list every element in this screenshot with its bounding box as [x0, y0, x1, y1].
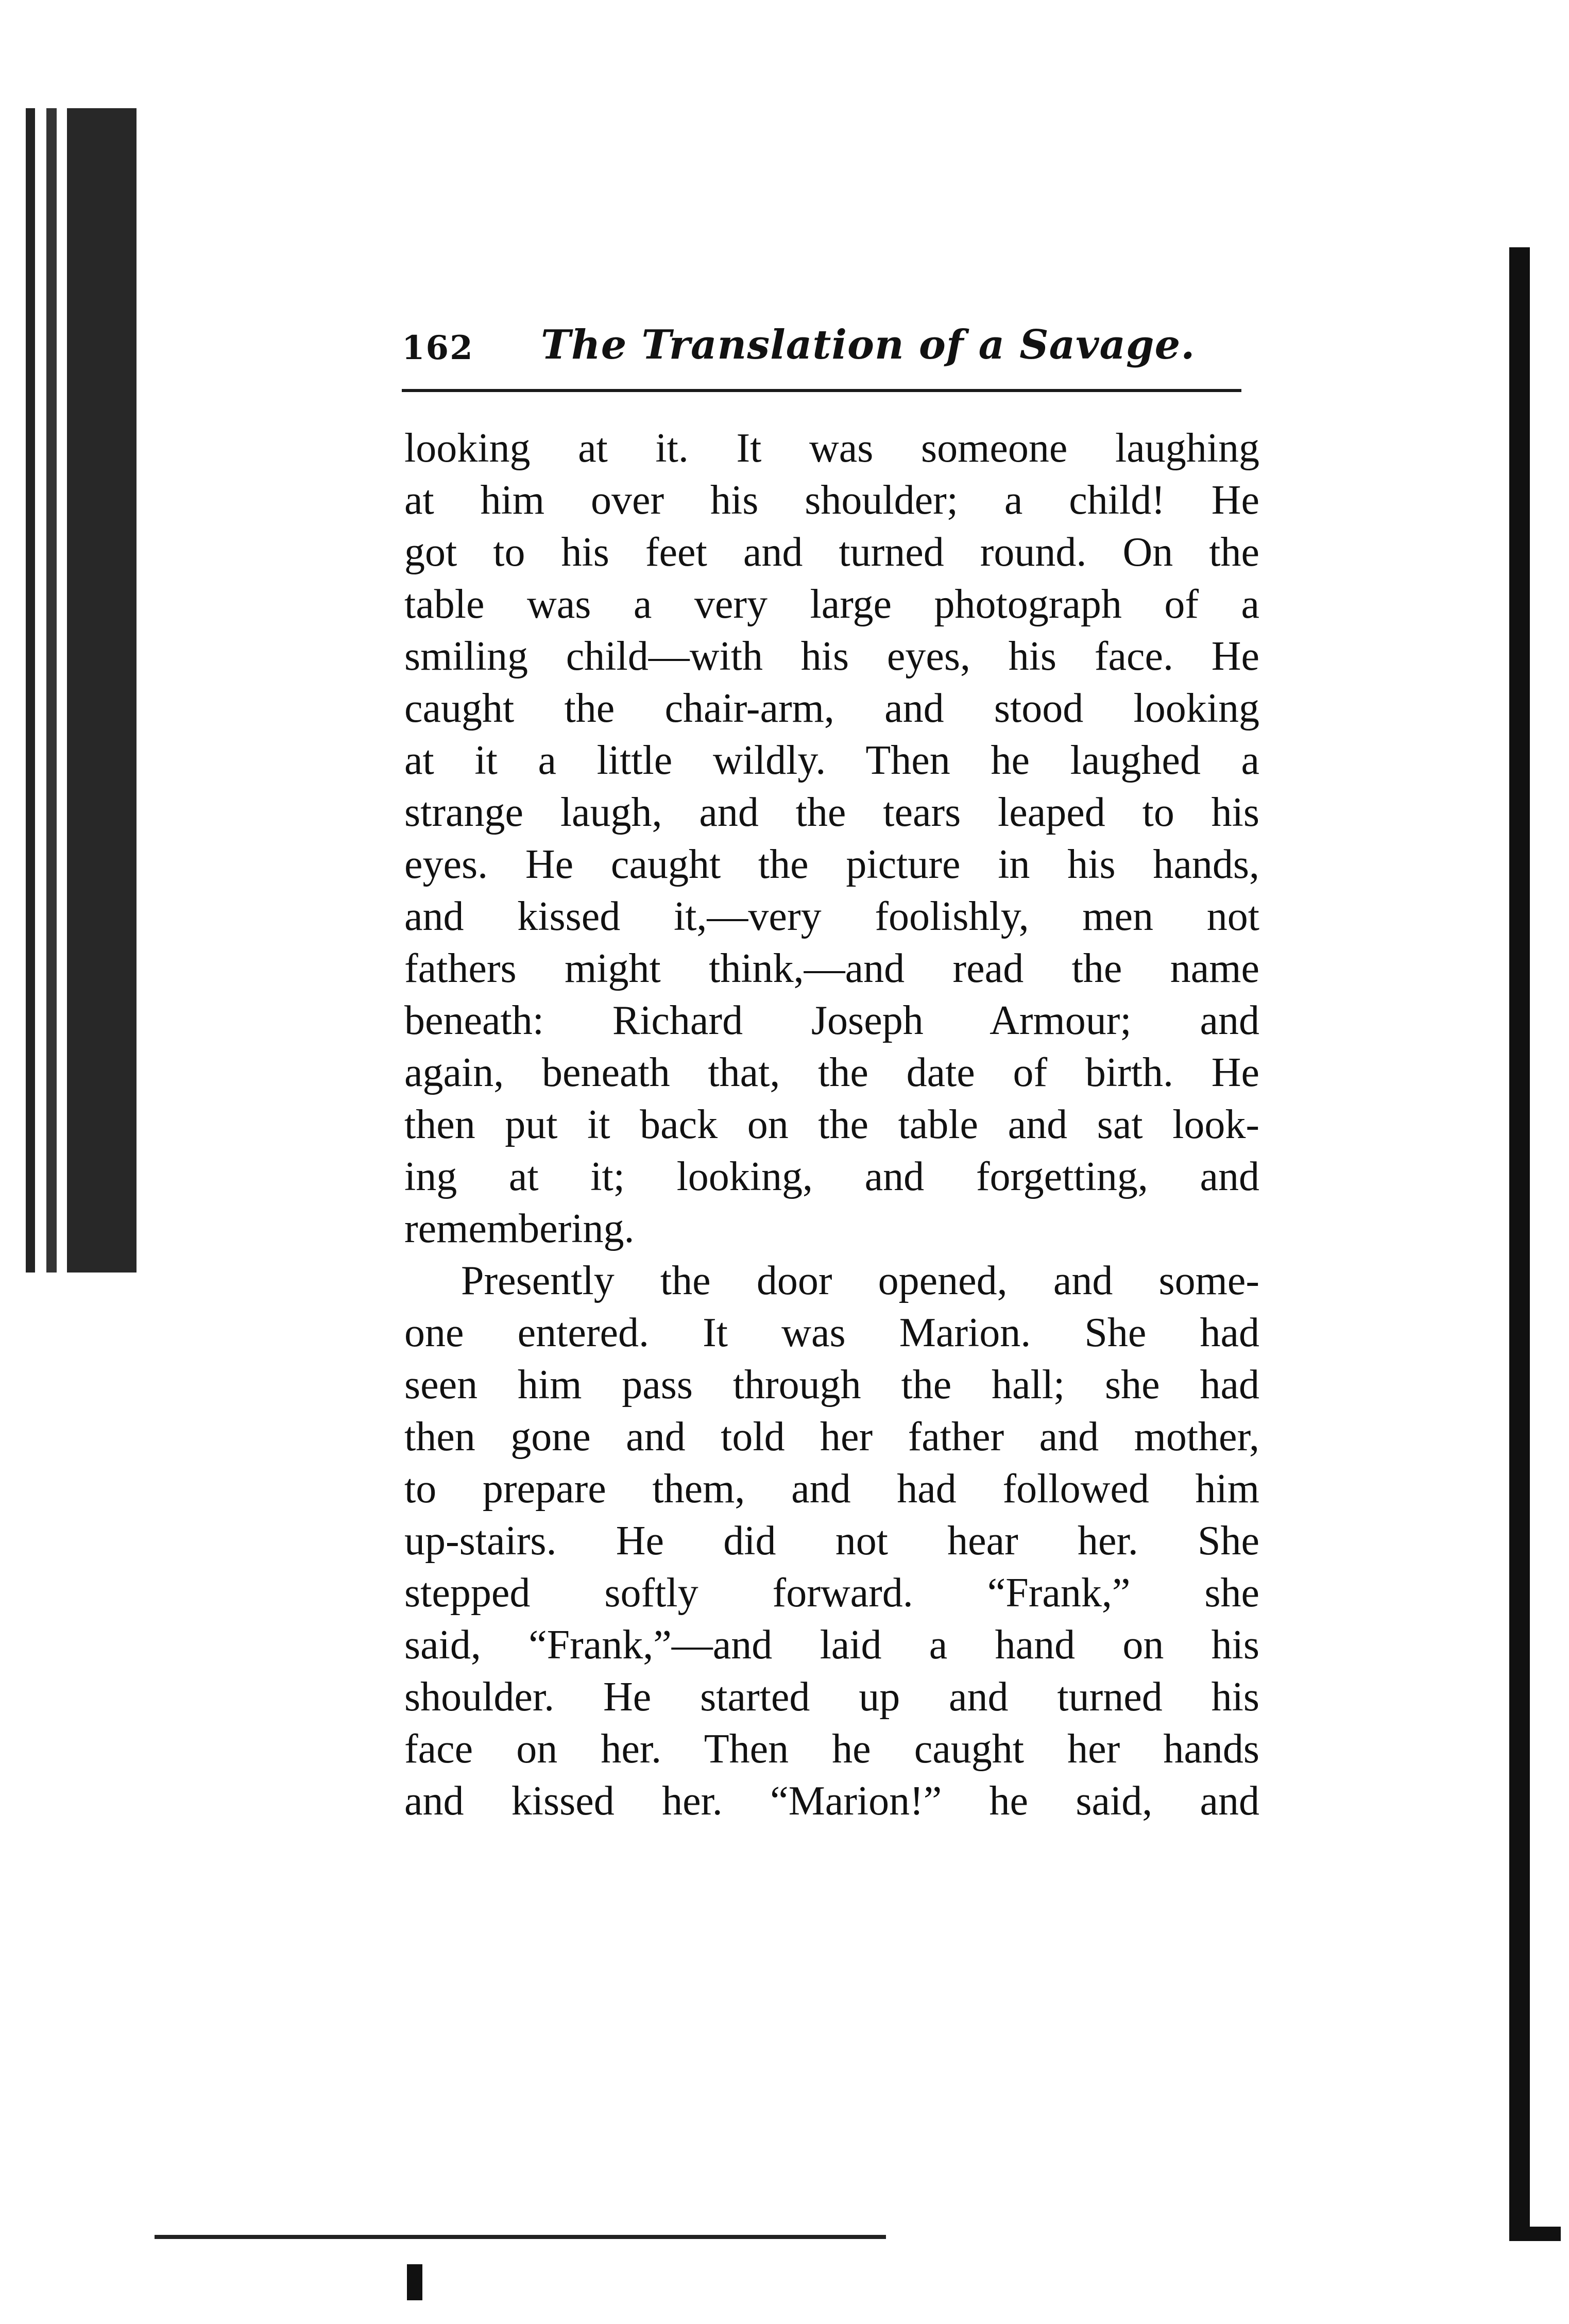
text-line: eyes. He caught the picture in his hands, — [404, 842, 1259, 887]
body-text — [404, 422, 1259, 1827]
running-head — [402, 319, 1236, 376]
text-line: said, “Frank,”—and laid a hand on his — [404, 1622, 1259, 1668]
text-line: up-stairs. He did not hear her. She — [404, 1518, 1259, 1564]
scan-binding-shadow-right — [1509, 247, 1530, 2220]
text-line: stepped softly forward. “Frank,” she — [404, 1570, 1259, 1616]
text-line: one entered. It was Marion. She had — [404, 1310, 1259, 1355]
text-line: at it a little wildly. Then he laughed a — [404, 738, 1259, 783]
text-line: again, beneath that, the date of birth. He — [404, 1050, 1259, 1095]
text-line: beneath: Richard Joseph Armour; and — [404, 998, 1259, 1043]
scan-binding-hook — [1509, 2179, 1561, 2241]
text-line: Presently the door opened, and some- — [461, 1258, 1259, 1303]
text-line: remembering. — [404, 1206, 635, 1251]
text-line: then gone and told her father and mother, — [404, 1414, 1259, 1460]
text-line: and kissed her. “Marion!” he said, and — [404, 1778, 1259, 1824]
text-line: shoulder. He started up and turned his — [404, 1674, 1259, 1720]
text-line: strange laugh, and the tears leaped to his — [404, 790, 1259, 835]
header-rule — [402, 389, 1241, 392]
text-line: looking at it. It was someone laughing — [404, 426, 1259, 471]
text-line: ing at it; looking, and forgetting, and — [404, 1154, 1259, 1199]
text-line: fathers might think,—and read the name — [404, 946, 1259, 991]
scan-bottom-edge — [155, 2235, 886, 2239]
page-number: 162 — [402, 329, 474, 367]
text-line: seen him pass through the hall; she had — [404, 1362, 1259, 1407]
scan-bottom-mark — [407, 2264, 422, 2300]
text-line: got to his feet and turned round. On the — [404, 530, 1259, 575]
running-title: The Translation of a Savage. — [541, 321, 1196, 368]
text-line: smiling child—with his eyes, his face. He — [404, 634, 1259, 679]
text-line: then put it back on the table and sat look- — [404, 1102, 1259, 1147]
text-line: face on her. Then he caught her hands — [404, 1726, 1259, 1772]
text-line: caught the chair-arm, and stood looking — [404, 686, 1259, 731]
text-line: table was a very large photograph of a — [404, 582, 1259, 627]
text-line: to prepare them, and had followed him — [404, 1466, 1259, 1512]
text-line: at him over his shoulder; a child! He — [404, 478, 1259, 523]
scan-binding-shadow-left — [26, 108, 137, 1273]
text-line: and kissed it,—very foolishly, men not — [404, 894, 1259, 939]
